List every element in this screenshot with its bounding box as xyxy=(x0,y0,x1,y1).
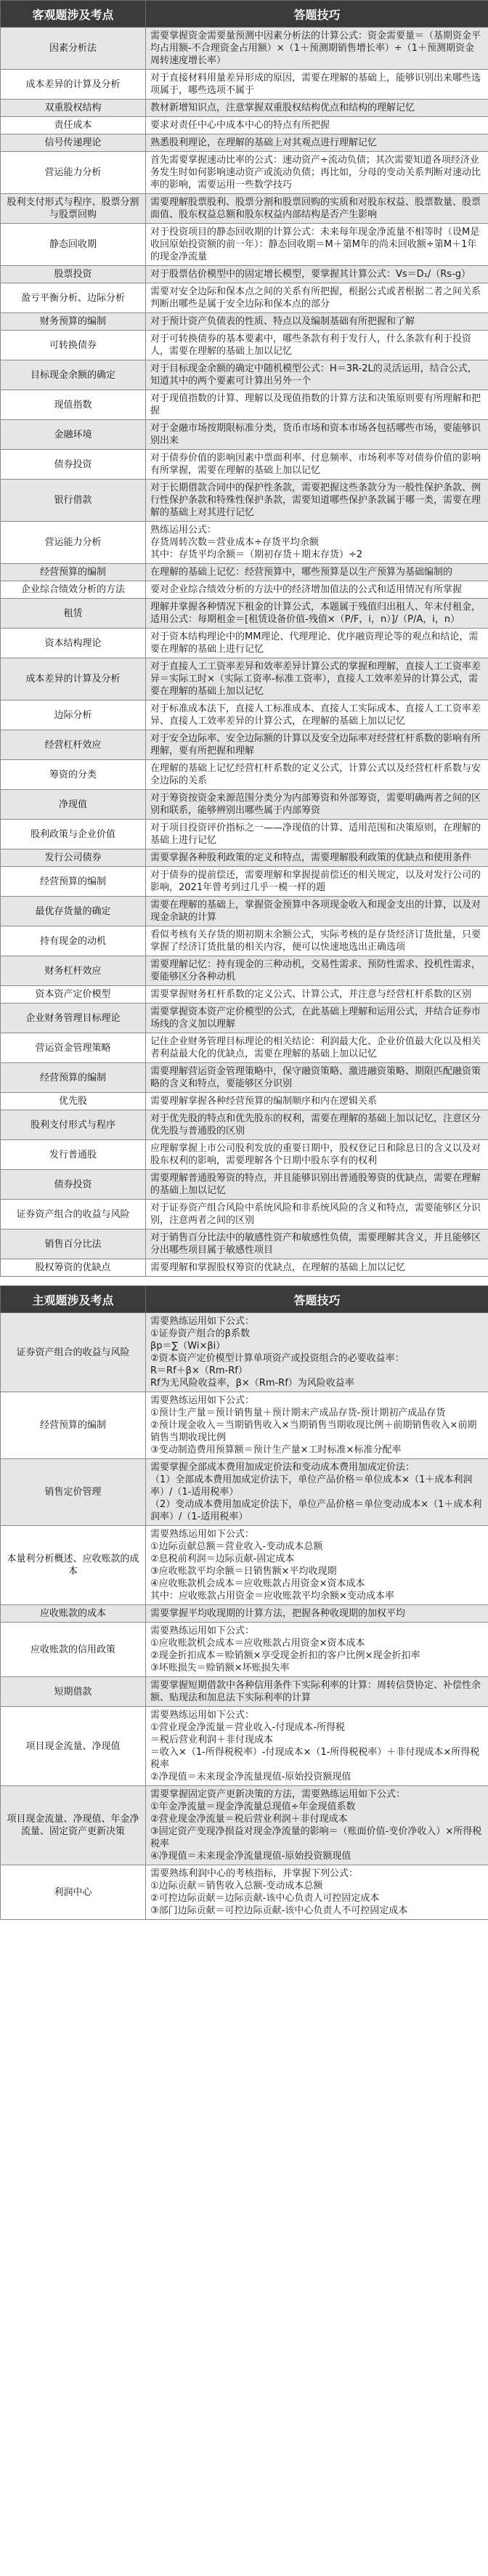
skill-cell: 对于金融市场按期限标准分类，货币市场和资本市场各包括哪些市场，要能够识别出来 xyxy=(146,420,488,450)
topic-cell: 发行公司债券 xyxy=(1,849,146,867)
table-row xyxy=(1,956,488,986)
table-row xyxy=(1,194,488,224)
table-row xyxy=(1,564,488,581)
table-row xyxy=(1,1459,488,1526)
table-row xyxy=(1,1230,488,1259)
topic-cell: 持有现金的动机 xyxy=(1,926,146,956)
topic-cell: 应收账款的信用政策 xyxy=(1,1623,146,1677)
skill-cell: 需要掌握平均收现期的计算方法，把握各种收现期的加权平均 xyxy=(146,1605,488,1623)
table-row xyxy=(1,117,488,134)
skill-cell: 需要掌握各种股利政策的定义和特点，需要理解股利政策的优缺点和使用条件 xyxy=(146,849,488,867)
topic-cell: 优先股 xyxy=(1,1093,146,1110)
table-row xyxy=(1,1200,488,1230)
table-row xyxy=(1,450,488,480)
table-row xyxy=(1,28,488,70)
objective-skill-header: 答题技巧 xyxy=(146,1,488,28)
topic-cell: 银行借款 xyxy=(1,480,146,522)
subjective-header-row xyxy=(1,1286,488,1313)
objective-header-row xyxy=(1,1,488,28)
table-row xyxy=(1,897,488,926)
table-row xyxy=(1,313,488,331)
skill-cell: 需要对安全边际和保本点之间的关系有所把握，根据公式或者根据二者之间关系判断出哪些是属于安全边际和保本点的部分 xyxy=(146,283,488,313)
table-row xyxy=(1,986,488,1004)
table-row xyxy=(1,849,488,867)
subjective-body xyxy=(1,1313,488,1920)
table-row xyxy=(1,1313,488,1392)
skill-cell: 教材新增知识点，注意掌握双重股权结构优点和结构的理解记忆 xyxy=(146,100,488,117)
table-row xyxy=(1,1004,488,1033)
skill-cell: 需要熟练运用如下公式： ①预计生产量＝预计销售量＋预计期末产成品存货-预计期初产成品存货 ②预计现金收入＝当期销售收入×当期销售当期收现比例＋前期销售收入×前期销售当期收现比例 ③变动制造费用预算额＝预计生产量×工时标准×标准分配率 xyxy=(146,1392,488,1459)
topic-cell: 因素分析法 xyxy=(1,28,146,70)
topic-cell: 责任成本 xyxy=(1,117,146,134)
table-row xyxy=(1,1526,488,1605)
topic-cell: 债券投资 xyxy=(1,1170,146,1200)
topic-cell: 经营预算的编制 xyxy=(1,1063,146,1093)
topic-cell: 静态回收期 xyxy=(1,224,146,266)
table-row xyxy=(1,1865,488,1920)
skill-cell: 需要掌握固定资产更新决策的方法，需要熟练运用如下公式： ①年金净流量＝现金净流量总现值÷年金现值系数 ②营业现金净流量＝税后营业利润＋非付现成本 ③固定资产变现净损益对现金净流量的影响＝（账面价值-变价净收入）×所得税税率 ④净现值＝未来现金净流量现值-原始投资额现值 xyxy=(146,1786,488,1865)
topic-cell: 营运能力分析 xyxy=(1,522,146,564)
table-row xyxy=(1,1093,488,1110)
topic-cell: 成本差异的计算及分析 xyxy=(1,70,146,100)
topic-cell: 证券资产组合的收益与风险 xyxy=(1,1313,146,1392)
table-row xyxy=(1,266,488,283)
topic-cell: 应收账款的成本 xyxy=(1,1605,146,1623)
topic-cell: 净现值 xyxy=(1,790,146,820)
objective-body xyxy=(1,28,488,1277)
topic-cell: 股权筹资的优缺点 xyxy=(1,1259,146,1277)
topic-cell: 经营预算的编制 xyxy=(1,867,146,897)
skill-cell: 对于债券的提前偿还，需要理解和掌握提前偿还的相关规定，以及对发行公司的影响，2021年曾考到过几乎一模一样的题 xyxy=(146,867,488,897)
table-row xyxy=(1,420,488,450)
topic-cell: 财务杠杆效应 xyxy=(1,956,146,986)
table-row xyxy=(1,1707,488,1786)
table-row xyxy=(1,730,488,760)
skill-cell: 在理解的基础上记忆：经营预算中，哪些预算是以生产预算为基础编制的 xyxy=(146,564,488,581)
skill-cell: 需要熟练利润中心的考核指标，并掌握下列公式： ①边际贡献＝销售收入总额-变动成本总额 ②可控边际贡献＝边际贡献-该中心负责人可控固定成本 ③部门边际贡献＝可控边际贡献-该中心负责人不可控固定成本 xyxy=(146,1865,488,1920)
skill-cell: 对于项目投资评价指标之一——净现值的计算、适用范围和决策原则，在理解的基础上进行记忆 xyxy=(146,820,488,849)
skill-cell: 对于债券价值的影响因素中票面利率、付息频率、市场利率等对债券价值的影响有所掌握，需要在理解的基础上加以记忆 xyxy=(146,450,488,480)
skill-cell: 需要理解营运资金管理策略中，保守融资策略、激进融资策略、期限匹配融资策略的含义和特点，要能够区分识别 xyxy=(146,1063,488,1093)
topic-cell: 租赁 xyxy=(1,599,146,629)
table-row xyxy=(1,1605,488,1623)
skill-cell: 需要熟练运用如下公式： ①边际贡献总额＝营业收入-变动成本总额 ②息税前利润＝边际贡献-固定成本 ③应收账款平均余额＝日销售额×平均收现期 ④应收账款机会成本＝应收账款占用资金×资本成本 其中：应收账款占用资金＝应收账款平均余额×变动成本率 xyxy=(146,1526,488,1605)
table-row xyxy=(1,1063,488,1093)
table-row xyxy=(1,1110,488,1140)
skill-cell: 应理解掌握上市公司股利发放的重要日期中，股权登记日和除息日的含义以及对股东权利的影响，需要理解各个日期中股东享有的权利 xyxy=(146,1140,488,1170)
skill-cell: 需要掌握短期借款中各种信用条件下实际利率的计算：周转信贷协定、补偿性余额、贴现法和加息法下实际利率的计算 xyxy=(146,1677,488,1707)
table-row xyxy=(1,152,488,194)
topic-cell: 最优存货量的确定 xyxy=(1,897,146,926)
skill-cell: 记住企业财务管理目标理论的相关结论：利润最大化、企业价值最大化以及相关者利益最大化的优缺点，需要在理解的基础上加以记忆 xyxy=(146,1033,488,1063)
topic-cell: 资本资产定价模型 xyxy=(1,986,146,1004)
subjective-table xyxy=(0,1285,488,1920)
skill-cell: 需要理解记忆：持有现金的三种动机，交易性需求、预防性需求、投机性需求，要能够区分各种动机 xyxy=(146,956,488,986)
topic-cell: 债券投资 xyxy=(1,450,146,480)
skill-cell: 对于现值指数的计算、理解以及现值指数的计算方法和决策原则要有所理解和把握 xyxy=(146,390,488,420)
table-row xyxy=(1,360,488,390)
skill-cell: 要对企业综合绩效分析的方法中的经济增加值法的公式和适用情况有所掌握 xyxy=(146,581,488,599)
skill-cell: 对于股票估价模型中的固定增长模型，要掌握其计算公式：Vs＝D₁/（Rs-g） xyxy=(146,266,488,283)
table-row xyxy=(1,1677,488,1707)
table-row xyxy=(1,599,488,629)
skill-cell: 需要熟练运用如下公式： ①营业现金净流量＝营业收入-付现成本-所得税 ＝税后营业利润＋非付现成本 ＝收入×（1-所得税税率）-付现成本×（1-所得税税率）＋非付现成本×所得税税率 ②净现值＝未来现金净流量现值-原始投资额现值 xyxy=(146,1707,488,1786)
topic-cell: 证券资产组合的收益与风险 xyxy=(1,1200,146,1230)
topic-cell: 筹资的分类 xyxy=(1,760,146,790)
topic-cell: 发行普通股 xyxy=(1,1140,146,1170)
topic-cell: 财务预算的编制 xyxy=(1,313,146,331)
topic-cell: 营运资金管理策略 xyxy=(1,1033,146,1063)
table-row xyxy=(1,820,488,849)
topic-cell: 项目现金流量、净现值、年金净流量、固定资产更新决策 xyxy=(1,1786,146,1865)
skill-cell: 对于投资项目的静态回收期的计算公式：未来每年现金净流量不相等时（设M是收回原始投资额的前一年）：静态回收期＝M＋第M年的尚未回收额÷第M＋1年的现金净流量 xyxy=(146,224,488,266)
table-row xyxy=(1,926,488,956)
section-gap xyxy=(0,1277,488,1285)
table-row xyxy=(1,760,488,790)
skill-cell: 对于安全边际率、安全边际额的计算以及安全边际率对经营杠杆系数的影响有所理解，要有所把握和理解 xyxy=(146,730,488,760)
objective-topic-header: 客观题涉及考点 xyxy=(1,1,146,28)
skill-cell: 需要熟练运用如下公式： ①证券资产组合的β系数 βp＝∑（Wi×βi） ②资本资产定价模型计算单项资产或投资组合的必要收益率： R＝Rf＋β×（Rm-Rf） Rf为无风险收益率，β×（Rm-Rf）为风险收益率 xyxy=(146,1313,488,1392)
skill-cell: 需要理解普通股筹资的特点，并且能够识别出普通股筹资的优缺点，需要在理解的基础上加以记忆 xyxy=(146,1170,488,1200)
table-row xyxy=(1,658,488,700)
subjective-skill-header: 答题技巧 xyxy=(146,1286,488,1313)
table-row xyxy=(1,390,488,420)
skill-cell: 对于证券资产组合风险中系统风险和非系统风险的含义和特点，需要能够区分识别，注意两者之间的区别 xyxy=(146,1200,488,1230)
topic-cell: 资本结构理论 xyxy=(1,629,146,658)
topic-cell: 经营杠杆效应 xyxy=(1,730,146,760)
topic-cell: 股票投资 xyxy=(1,266,146,283)
skill-cell: 对于直接人工工资率差异和效率差异计算公式的掌握和理解，直接人工工资率差异＝实际工时×（实际工资率-标准工资率），直接人工效率差异的计算公式，需要在理解的基础上加以记忆 xyxy=(146,658,488,700)
skill-cell: 需要熟练运用如下公式： ①应收账款机会成本＝应收账款占用资金×资本成本 ②现金折扣成本＝赊销额×享受现金折扣的客户比例×现金折扣率 ③坏账损失＝赊销额×坏账损失率 xyxy=(146,1623,488,1677)
topic-cell: 短期借款 xyxy=(1,1677,146,1707)
skill-cell: 熟练运用公式： 存货周转次数＝营业成本÷存货平均余额 其中：存货平均余额＝（期初存货＋期末存货）÷2 xyxy=(146,522,488,564)
topic-cell: 股利支付形式与程序 xyxy=(1,1110,146,1140)
topic-cell: 本量利分析概述、应收账款的成本 xyxy=(1,1526,146,1605)
table-row xyxy=(1,1140,488,1170)
topic-cell: 股利支付形式与程序、股票分割与股票回购 xyxy=(1,194,146,224)
skill-cell: 熟悉股利理论，在理解的基础上对其观点进行理解记忆 xyxy=(146,134,488,152)
skill-cell: 需要掌握财务杠杆系数的定义公式、计算公式，并注意与经营杠杆系数的区别 xyxy=(146,986,488,1004)
table-row xyxy=(1,629,488,658)
skill-cell: 看似考核有关存货的期初期末余额公式，实际考核的是存货经济订货批量，只要掌握了经济订货批量的相关内容，便可以快速地选出正确选项 xyxy=(146,926,488,956)
table-row xyxy=(1,70,488,100)
topic-cell: 经营预算的编制 xyxy=(1,1392,146,1459)
topic-cell: 盈亏平衡分析、边际分析 xyxy=(1,283,146,313)
skill-cell: 需要掌握全部成本费用加成定价法和变动成本费用加成定价法： （1）全部成本费用加成定价法下，单位产品价格＝单位成本×（1＋成本利润率）/（1-适用税率） （2）变动成本费用加成定价法下，单位产品价格＝单位变动成本×（1＋成本利润率）/（1-适用税率） xyxy=(146,1459,488,1526)
skill-cell: 需要掌握资本资产定价模型的公式，在此基础上理解和运用公式，并结合证券市场线的含义加以理解 xyxy=(146,1004,488,1033)
skill-cell: 对于销售百分比法中的敏感性资产和敏感性负债，需要理解其含义，并且能够区分出哪些项目属于敏感性项目 xyxy=(146,1230,488,1259)
skill-cell: 对于预计资产负债表的性质、特点以及编制基础有所把握和了解 xyxy=(146,313,488,331)
skill-cell: 对于资本结构理论中的MM理论、代理理论、优序融资理论等的观点和结论，需要在理解的基础上进行记忆 xyxy=(146,629,488,658)
topic-cell: 经营预算的编制 xyxy=(1,564,146,581)
skill-cell: 需要理解股票股利、股票分割和股票回购的实质和对股东权益、股票数量、股票面值、股东权益总额和股东权益内部结构是否产生影响 xyxy=(146,194,488,224)
table-row xyxy=(1,283,488,313)
topic-cell: 股利政策与企业价值 xyxy=(1,820,146,849)
topic-cell: 可转换债券 xyxy=(1,331,146,360)
topic-cell: 项目现金流量、净现值 xyxy=(1,1707,146,1786)
objective-table xyxy=(0,0,488,1277)
topic-cell: 销售百分比法 xyxy=(1,1230,146,1259)
topic-cell: 企业财务管理目标理论 xyxy=(1,1004,146,1033)
topic-cell: 成本差异的计算及分析 xyxy=(1,658,146,700)
skill-cell: 需要在理解的基础上，掌握资金预算中各项现金收入和现金支出的计算，以及对现金余缺的计算 xyxy=(146,897,488,926)
topic-cell: 双重股权结构 xyxy=(1,100,146,117)
table-row xyxy=(1,1392,488,1459)
skill-cell: 需要理解掌握各种经营预算的编制顺序和内在逻辑关系 xyxy=(146,1093,488,1110)
table-row xyxy=(1,790,488,820)
topic-cell: 营运能力分析 xyxy=(1,152,146,194)
skill-cell: 对于目标现金余额的确定中随机模型公式：H＝3R-2L的灵活运用，结合公式，知道其中的两个要素可计算出另外一个 xyxy=(146,360,488,390)
table-row xyxy=(1,480,488,522)
subjective-topic-header: 主观题涉及考点 xyxy=(1,1286,146,1313)
skill-cell: 对于直接材料用量差异形成的原因，需要在理解的基础上，能够识别出来哪些选项属于，哪些选项不属于 xyxy=(146,70,488,100)
topic-cell: 企业综合绩效分析的方法 xyxy=(1,581,146,599)
table-row xyxy=(1,867,488,897)
skill-cell: 对于长期借款合同中的保护性条款，需要把握这些条款分为一般性保护条款、例行性保护条款和特殊性保护条款，需要知道哪些保护条款属于哪一类，需要在理解的基础上对其进行记忆 xyxy=(146,480,488,522)
topic-cell: 边际分析 xyxy=(1,700,146,730)
skill-cell: 对于可转换债券的基本要素中，哪些条款有利于发行人，什么条款有利于投资人，需要在理解的基础上加以记忆 xyxy=(146,331,488,360)
skill-cell: 理解并掌握各种情况下租金的计算公式，本题属于残值归出租人、年末付租金，适用公式：每期租金＝[租赁设备价值-残值×（P/F，i，n）]/（P/A，i，n） xyxy=(146,599,488,629)
topic-cell: 信号传递理论 xyxy=(1,134,146,152)
table-row xyxy=(1,134,488,152)
skill-cell: 要求对责任中心中成本中心的特点有所把握 xyxy=(146,117,488,134)
skill-cell: 对于筹资按资金来源范围分类分为内部筹资和外部筹资，需要明确两者之间的区别和联系，能够辨别出哪些属于内部筹资 xyxy=(146,790,488,820)
skill-cell: 对于标准成本法下，直接人工标准成本、直接人工实际成本、直接人工工资率差异、直接人工效率差异的计算公式，在理解的基础上加以记忆 xyxy=(146,700,488,730)
topic-cell: 目标现金余额的确定 xyxy=(1,360,146,390)
skill-cell: 需要掌握资金需要量预测中因素分析法的计算公式：资金需要量＝（基期资金平均占用额-不合理资金占用额）×（1＋预测期销售增长率）÷（1＋预测期资金周转速度增长率） xyxy=(146,28,488,70)
skill-cell: 首先需要掌握速动比率的公式：速动资产÷流动负债；其次需要知道各项经济业务发生时如何影响速动资产或流动负债；再比如，分母的变动关系判断对速动比率的影响，需要运用一些数学技巧 xyxy=(146,152,488,194)
table-row xyxy=(1,522,488,564)
topic-cell: 销售定价管理 xyxy=(1,1459,146,1526)
table-row xyxy=(1,224,488,266)
table-row xyxy=(1,1786,488,1865)
table-row xyxy=(1,1259,488,1277)
topic-cell: 现值指数 xyxy=(1,390,146,420)
topic-cell: 利润中心 xyxy=(1,1865,146,1920)
topic-cell: 金融环境 xyxy=(1,420,146,450)
table-row xyxy=(1,1170,488,1200)
skill-cell: 在理解的基础上记忆经营杠杆系数的定义公式，计算公式以及经营杠杆系数与安全边际的关系 xyxy=(146,760,488,790)
table-row xyxy=(1,581,488,599)
skill-cell: 对于优先股的特点和优先股东的权利，需要在理解的基础上加以记忆，注意区分优先股与普通股的区别 xyxy=(146,1110,488,1140)
skill-cell: 需要理解和掌握股权筹资的优缺点，在理解的基础上加以记忆 xyxy=(146,1259,488,1277)
table-row xyxy=(1,331,488,360)
table-row xyxy=(1,700,488,730)
table-row xyxy=(1,1623,488,1677)
table-row xyxy=(1,1033,488,1063)
table-row xyxy=(1,100,488,117)
